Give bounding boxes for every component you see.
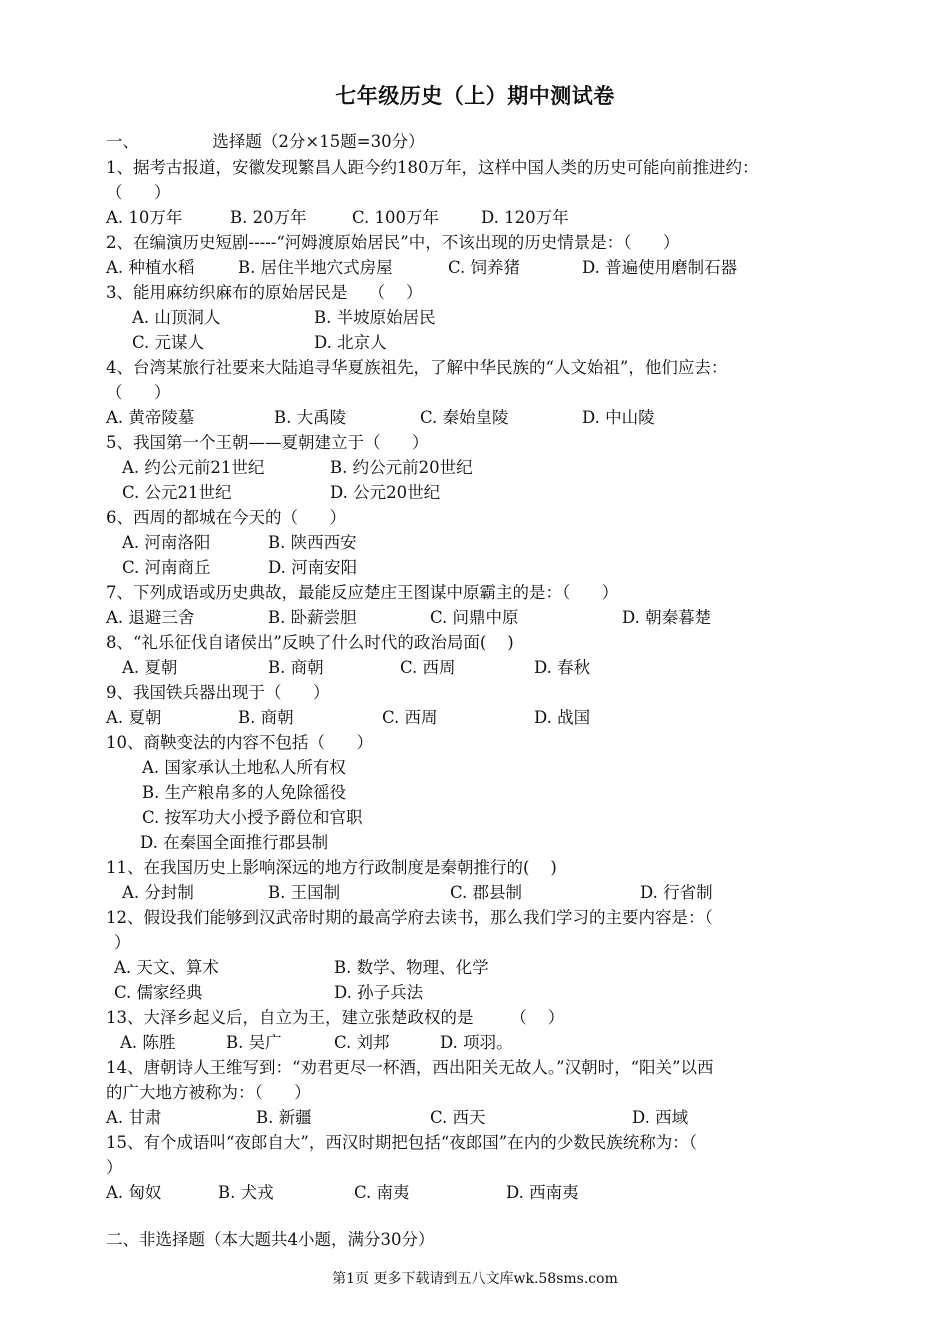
q7-option-b: B. 卧薪尝胆 — [268, 608, 357, 627]
question-4-stem: 4、台湾某旅行社要来大陆追寻华夏族祖先，了解中华民族的“人文始祖”，他们应去： — [106, 358, 728, 377]
q5-option-b: B. 约公元前20世纪 — [330, 458, 473, 477]
question-5-stem: 5、我国第一个王朝——夏朝建立于（ ） — [106, 433, 429, 452]
q8-option-c: C. 西周 — [400, 658, 456, 677]
q9-option-b: B. 商朝 — [238, 708, 294, 727]
q2-option-a: A. 种植水稻 — [106, 258, 195, 277]
q4-option-c: C. 秦始皇陵 — [420, 408, 509, 427]
q3-option-d: D. 北京人 — [314, 333, 387, 352]
q8-option-d: D. 春秋 — [534, 658, 591, 677]
q4-option-d: D. 中山陵 — [582, 408, 655, 427]
question-15-stem: 15、有个成语叫“夜郎自大”，西汉时期把包括“夜郎国”在内的少数民族统称为：（ — [106, 1133, 697, 1152]
q3-option-c: C. 元谋人 — [132, 333, 205, 352]
question-12-stem: 12、假设我们能够到汉武帝时期的最高学府去读书，那么我们学习的主要内容是：（ — [106, 908, 713, 927]
question-10-stem: 10、商鞅变法的内容不包括（ ） — [106, 733, 373, 752]
question-7-stem: 7、下列成语或历史典故，最能反应楚庄王图谋中原霸主的是：（ ） — [106, 583, 619, 602]
q10-option-b: B. 生产粮帛多的人免除徭役 — [142, 783, 347, 802]
q5-option-d: D. 公元20世纪 — [330, 483, 441, 502]
q15-option-d: D. 西南夷 — [506, 1183, 579, 1202]
q14-option-a: A. 甘肃 — [106, 1108, 162, 1127]
section2-heading: 二、非选择题（本大题共4小题，满分30分） — [106, 1230, 435, 1249]
q2-option-b: B. 居住半地穴式房屋 — [238, 258, 393, 277]
q14-option-b: B. 新疆 — [256, 1108, 312, 1127]
q9-option-c: C. 西周 — [382, 708, 438, 727]
question-15-cont: ） — [106, 1158, 123, 1177]
q1-option-d: D. 120万年 — [481, 208, 569, 227]
q7-option-a: A. 退避三舍 — [106, 608, 195, 627]
q15-option-a: A. 匈奴 — [106, 1183, 162, 1202]
q3-option-a: A. 山顶洞人 — [132, 308, 221, 327]
q6-option-d: D. 河南安阳 — [268, 558, 358, 577]
question-13-stem: 13、大泽乡起义后，自立为王，建立张楚政权的是 （ ） — [106, 1008, 565, 1027]
question-3-stem: 3、能用麻纺织麻布的原始居民是 （ ） — [106, 283, 423, 302]
q12-option-c: C. 儒家经典 — [114, 983, 203, 1002]
question-11-stem: 11、在我国历史上影响深远的地方行政制度是秦朝推行的( ) — [106, 858, 557, 877]
q10-option-c: C. 按军功大小授予爵位和官职 — [142, 808, 363, 827]
q6-option-c: C. 河南商丘 — [122, 558, 211, 577]
q7-option-d: D. 朝秦暮楚 — [622, 608, 712, 627]
question-12-cont: ） — [114, 933, 131, 952]
question-1-cont: （ ） — [106, 183, 171, 202]
question-8-stem: 8、“礼乐征伐自诸侯出”反映了什么时代的政治局面( ) — [106, 633, 514, 652]
q5-option-c: C. 公元21世纪 — [122, 483, 232, 502]
q10-option-a: A. 国家承认土地私人所有权 — [142, 758, 346, 777]
q2-option-c: C. 饲养猪 — [448, 258, 521, 277]
q9-option-a: A. 夏朝 — [106, 708, 162, 727]
q15-option-c: C. 南夷 — [354, 1183, 410, 1202]
q14-option-d: D. 西域 — [632, 1108, 689, 1127]
q5-option-a: A. 约公元前21世纪 — [122, 458, 265, 477]
q11-option-b: B. 王国制 — [268, 883, 341, 902]
question-6-stem: 6、西周的都城在今天的（ ） — [106, 508, 346, 527]
q13-option-d: D. 项羽。 — [440, 1033, 513, 1052]
question-9-stem: 9、我国铁兵器出现于（ ） — [106, 683, 330, 702]
q13-option-c: C. 刘邦 — [334, 1033, 390, 1052]
q7-option-c: C. 问鼎中原 — [430, 608, 519, 627]
page-title: 七年级历史（上）期中测试卷 — [335, 84, 615, 108]
q13-option-a: A. 陈胜 — [120, 1033, 176, 1052]
q1-option-c: C. 100万年 — [352, 208, 440, 227]
q1-option-b: B. 20万年 — [230, 208, 307, 227]
q6-option-b: B. 陕西西安 — [268, 533, 357, 552]
q9-option-d: D. 战国 — [534, 708, 591, 727]
page-footer: 第1页 更多下载请到五八文库wk.58sms.com — [332, 1271, 618, 1287]
q11-option-d: D. 行省制 — [640, 883, 713, 902]
q13-option-b: B. 吴广 — [226, 1033, 282, 1052]
q4-option-b: B. 大禹陵 — [274, 408, 347, 427]
q10-option-d: D. 在秦国全面推行郡县制 — [140, 833, 329, 852]
q14-option-c: C. 西天 — [430, 1108, 486, 1127]
question-1-stem: 1、据考古报道，安徽发现繁昌人距今约180万年，这样中国人类的历史可能向前推进约： — [106, 158, 759, 177]
question-4-cont: （ ） — [106, 383, 171, 402]
q11-option-c: C. 郡县制 — [450, 883, 523, 902]
q8-option-b: B. 商朝 — [268, 658, 324, 677]
section1-heading: 一、 选择题（2分×15题=30分） — [106, 132, 425, 151]
q8-option-a: A. 夏朝 — [122, 658, 178, 677]
q12-option-d: D. 孙子兵法 — [334, 983, 424, 1002]
q12-option-b: B. 数学、物理、化学 — [334, 958, 489, 977]
q6-option-a: A. 河南洛阳 — [122, 533, 211, 552]
question-14-cont: 的广大地方被称为：（ ） — [106, 1083, 311, 1102]
q3-option-b: B. 半坡原始居民 — [314, 308, 436, 327]
q1-option-a: A. 10万年 — [106, 208, 183, 227]
q4-option-a: A. 黄帝陵墓 — [106, 408, 195, 427]
q15-option-b: B. 犬戎 — [218, 1183, 274, 1202]
q2-option-d: D. 普遍使用磨制石器 — [582, 258, 738, 277]
question-2-stem: 2、在编演历史短剧-----“河姆渡原始居民”中，不该出现的历史情景是：（ ） — [106, 233, 680, 252]
question-14-stem: 14、唐朝诗人王维写到：“劝君更尽一杯酒，西出阳关无故人。”汉朝时，“阳关”以西 — [106, 1058, 714, 1077]
q12-option-a: A. 天文、算术 — [114, 958, 219, 977]
q11-option-a: A. 分封制 — [122, 883, 194, 902]
